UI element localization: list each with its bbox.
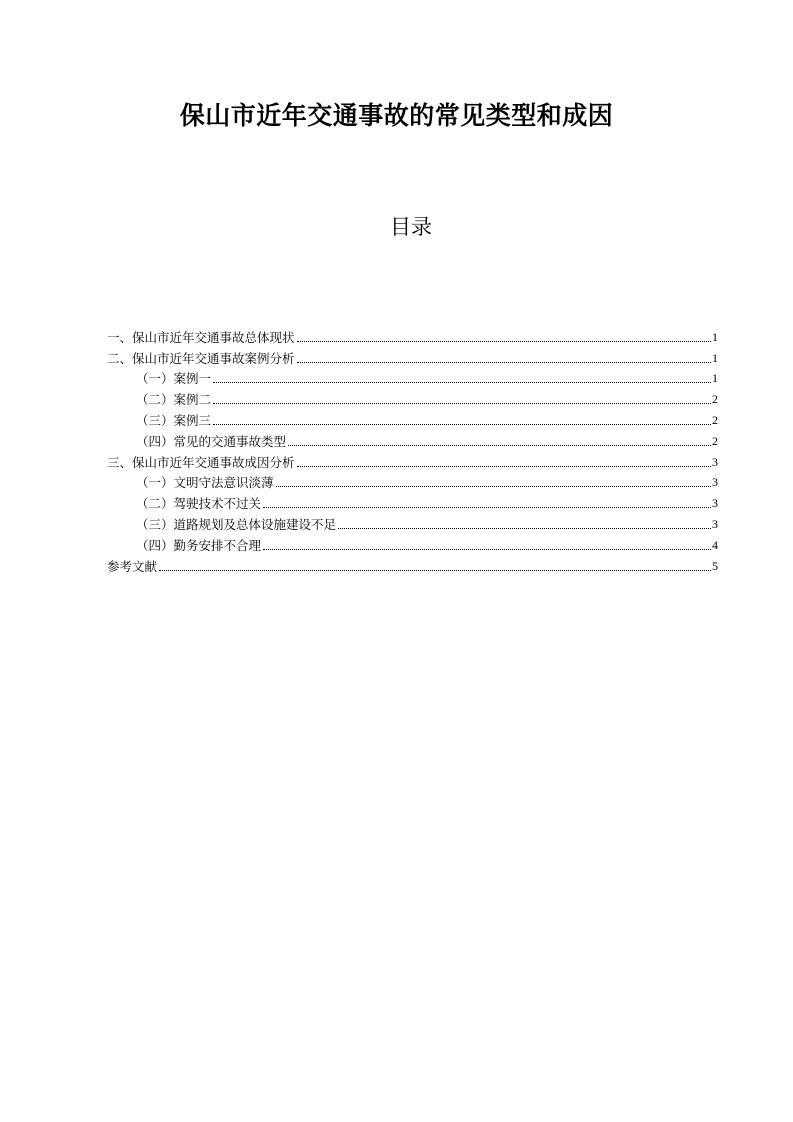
toc-leader-dots [213, 401, 711, 404]
toc-entry-driving-skill[interactable] [107, 491, 718, 512]
toc-entry-references[interactable] [107, 554, 718, 575]
toc-entry-label: 参考文献 [107, 558, 158, 574]
toc-page-number: 1 [712, 350, 718, 365]
toc-entry-label: （二）案例二 [136, 392, 212, 408]
toc-leader-dots [159, 568, 711, 571]
toc-entry-label: （二）驾驶技术不过关 [136, 496, 262, 512]
toc-entry-overview[interactable] [107, 325, 718, 346]
toc-page-number: 1 [712, 329, 718, 344]
toc-page-number: 3 [712, 475, 718, 490]
toc-entry-road-planning[interactable] [107, 512, 718, 533]
toc-leader-dots [263, 547, 711, 550]
toc-entry-case-one[interactable] [107, 367, 718, 388]
toc-leader-dots [297, 339, 711, 342]
toc-leader-dots [297, 464, 711, 467]
toc-page-number: 3 [712, 516, 718, 531]
toc-page-number: 5 [712, 558, 718, 573]
toc-page-number: 2 [712, 392, 718, 407]
toc-entry-common-types[interactable] [107, 429, 718, 450]
toc-heading: 目录 [390, 215, 432, 239]
toc-leader-dots [213, 422, 711, 425]
toc-entry-case-three[interactable] [107, 408, 718, 429]
toc-leader-dots [297, 360, 711, 363]
toc-page-number: 4 [712, 537, 718, 552]
toc-entry-label: （一）文明守法意识淡薄 [136, 475, 274, 491]
toc-entry-duty-arrangement[interactable] [107, 533, 718, 554]
toc-page-number: 2 [712, 433, 718, 448]
toc-leader-dots [288, 443, 711, 446]
toc-entry-label: （四）勤务安排不合理 [136, 537, 262, 553]
toc-entry-label: 二、保山市近年交通事故案例分析 [107, 350, 295, 366]
toc-entry-label: （四）常见的交通事故类型 [136, 433, 287, 449]
toc-entry-label: 三、保山市近年交通事故成因分析 [107, 454, 295, 470]
toc-page-number: 3 [712, 496, 718, 511]
toc-entry-label: （三）案例三 [136, 412, 212, 428]
toc-page-number: 3 [712, 454, 718, 469]
toc-entry-label: 一、保山市近年交通事故总体现状 [107, 329, 295, 345]
toc-leader-dots [338, 526, 711, 529]
toc-entry-label: （三）道路规划及总体设施建设不足 [136, 516, 337, 532]
toc-entry-cause-analysis[interactable] [107, 450, 718, 471]
toc-leader-dots [276, 484, 711, 487]
document-title: 保山市近年交通事故的常见类型和成因 [179, 101, 614, 130]
toc-entry-case-analysis[interactable] [107, 346, 718, 367]
toc-entry-label: （一）案例一 [136, 371, 212, 387]
toc-entry-case-two[interactable] [107, 387, 718, 408]
table-of-contents [107, 325, 718, 575]
toc-entry-law-awareness[interactable] [107, 471, 718, 492]
toc-leader-dots [263, 505, 711, 508]
toc-leader-dots [213, 380, 711, 383]
toc-page-number: 1 [712, 371, 718, 386]
toc-page-number: 2 [712, 412, 718, 427]
